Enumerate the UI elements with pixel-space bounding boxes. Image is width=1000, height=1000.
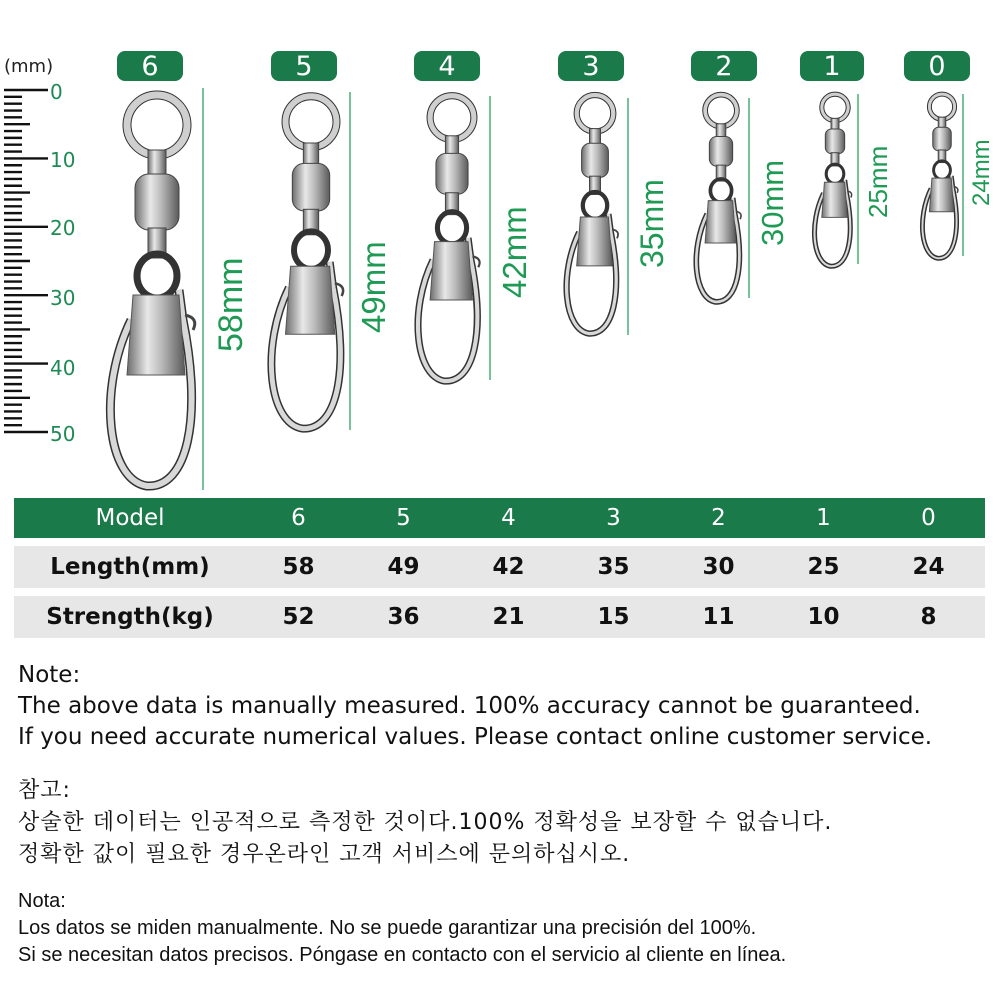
length-label-2: 30mm bbox=[755, 159, 790, 246]
note-english bbox=[18, 660, 932, 753]
model-tag-4: 4 bbox=[414, 51, 480, 81]
strength-cell: 36 bbox=[387, 604, 420, 630]
note-line: The above data is manually measured. 100% accuracy cannot be guaranteed. bbox=[18, 693, 921, 719]
header-cell: 1 bbox=[816, 505, 831, 531]
length-cell: 24 bbox=[912, 554, 945, 580]
spec-table bbox=[14, 498, 985, 638]
header-cell: 5 bbox=[396, 505, 411, 531]
ruler-label-50: 50 bbox=[50, 422, 76, 446]
length-cell: 42 bbox=[492, 554, 525, 580]
note-title: Nota: bbox=[18, 890, 66, 912]
model-tag-3: 3 bbox=[558, 51, 624, 81]
ruler-label-20: 20 bbox=[50, 216, 76, 240]
length-label-5: 49mm bbox=[355, 241, 392, 333]
header-cell: 2 bbox=[711, 505, 726, 531]
swivel-model-4 bbox=[418, 96, 480, 381]
note-korean bbox=[18, 775, 832, 871]
length-cell: 30 bbox=[702, 554, 735, 580]
length-row bbox=[14, 546, 985, 588]
note-line: Si se necesitan datos precisos. Póngase en contacto con el servicio al cliente en línea. bbox=[18, 944, 787, 966]
note-title: 참고: bbox=[18, 778, 71, 803]
note-title: Note: bbox=[18, 662, 81, 688]
header-cell: 4 bbox=[501, 505, 516, 531]
length-label-4: 42mm bbox=[496, 206, 533, 298]
swivel-model-5 bbox=[271, 96, 343, 428]
ruler-label-10: 10 bbox=[50, 148, 76, 172]
strength-row bbox=[14, 596, 985, 638]
header-cell: 6 bbox=[291, 505, 306, 531]
length-cell: 58 bbox=[282, 554, 315, 580]
length-caption: Length(mm) bbox=[50, 554, 210, 580]
length-label-6: 58mm bbox=[212, 257, 250, 352]
length-cell: 35 bbox=[597, 554, 630, 580]
strength-cell: 11 bbox=[702, 604, 735, 630]
length-cell: 49 bbox=[387, 554, 420, 580]
model-tag-5: 5 bbox=[271, 51, 337, 81]
model-tag-0: 0 bbox=[904, 51, 970, 81]
header-caption: Model bbox=[95, 505, 165, 531]
strength-cell: 10 bbox=[807, 604, 840, 630]
strength-cell: 52 bbox=[282, 604, 315, 630]
swivel-model-0 bbox=[922, 94, 957, 258]
note-line: 상술한 데이터는 인공적으로 측정한 것이다.100% 정확성을 보장할 수 없습니다. bbox=[18, 810, 833, 835]
model-tag-1: 1 bbox=[800, 51, 864, 81]
swivel-model-1 bbox=[814, 94, 851, 266]
ruler-label-0: 0 bbox=[50, 80, 63, 104]
model-tag-2: 2 bbox=[691, 51, 757, 81]
ruler-label-30: 30 bbox=[50, 286, 76, 310]
ruler-label-40: 40 bbox=[50, 356, 76, 380]
table-header-row bbox=[14, 498, 985, 538]
swivel-model-2 bbox=[696, 95, 741, 302]
header-cell: 3 bbox=[606, 505, 621, 531]
note-line: If you need accurate numerical values. Please contact online customer service. bbox=[18, 724, 933, 750]
length-label-3: 35mm bbox=[634, 179, 670, 268]
note-line: Los datos se miden manualmente. No se puede garantizar una precisión del 100%. bbox=[18, 917, 757, 939]
strength-cell: 15 bbox=[597, 604, 630, 630]
ruler-unit: (mm) bbox=[4, 56, 54, 77]
note-spanish bbox=[18, 888, 786, 969]
swivel-model-3 bbox=[567, 95, 618, 334]
header-cell: 0 bbox=[921, 505, 936, 531]
strength-caption: Strength(kg) bbox=[46, 604, 214, 630]
strength-cell: 8 bbox=[920, 604, 937, 630]
swivel-model-6 bbox=[110, 95, 194, 486]
model-tag-6: 6 bbox=[117, 51, 183, 81]
length-cell: 25 bbox=[807, 554, 840, 580]
length-label-1: 25mm bbox=[863, 145, 893, 218]
note-line: 정확한 값이 필요한 경우온라인 고객 서비스에 문의하십시오. bbox=[18, 842, 631, 867]
length-label-0: 24mm bbox=[968, 139, 995, 206]
strength-cell: 21 bbox=[492, 604, 525, 630]
